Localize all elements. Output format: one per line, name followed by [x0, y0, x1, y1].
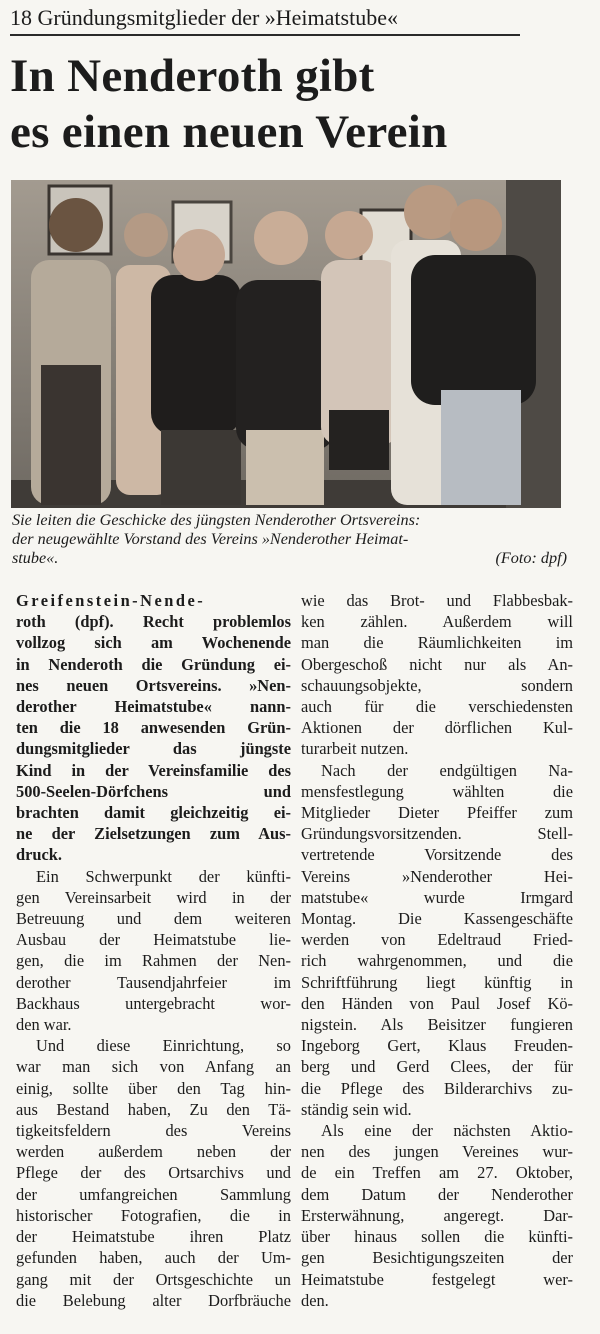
- text-line: Ein Schwerpunkt der künfti-: [36, 866, 291, 886]
- text-line: rich wahrgenommen, und die: [301, 951, 573, 971]
- article-column-right: [301, 590, 573, 1311]
- text-line: Und diese Einrichtung, so: [36, 1036, 291, 1056]
- text-line: dungsmitglieder das jüngste: [16, 739, 291, 759]
- text-line: nen des jungen Vereines wur-: [301, 1142, 573, 1162]
- text-line: den war.: [16, 1015, 72, 1035]
- text-line: gen Vereinsarbeit wird in der: [16, 887, 291, 907]
- text-line: Ingeborg Gert, Klaus Freuden-: [301, 1036, 573, 1056]
- article-paragraph: [16, 866, 291, 1036]
- article-column-left: [16, 590, 291, 1311]
- headline-line: es einen neuen Verein: [10, 106, 448, 158]
- text-line: ten die 18 anwesenden Grün-: [16, 718, 291, 738]
- text-line: Kind in der Vereinsfamilie des: [16, 760, 291, 780]
- text-line: nes neuen Ortsvereins. »Nen-: [16, 675, 291, 695]
- text-line: einig, sollte über den Tag hin-: [16, 1078, 291, 1098]
- text-line: gang mit der Ortsgeschichte un: [16, 1269, 291, 1289]
- article-paragraph: [16, 1035, 291, 1311]
- text-line: gen Besichtigungszeiten der: [301, 1248, 573, 1268]
- text-line: ne der Zielsetzungen zum Aus-: [16, 824, 291, 844]
- text-line: Ersterwähnung, angeregt. Dar-: [301, 1205, 573, 1225]
- text-line: Betreuung und dem weiteren: [16, 909, 291, 929]
- text-line: Nach der endgültigen Na-: [321, 760, 573, 780]
- text-line: Ausbau der Heimatstube lie-: [16, 930, 291, 950]
- text-line: werden von Edeltraud Fried-: [301, 930, 573, 950]
- photo-caption: [12, 511, 567, 568]
- text-line: Backhaus untergebracht wor-: [16, 993, 291, 1013]
- article-paragraph: [301, 590, 573, 760]
- text-line: Mitglieder Dieter Pfeiffer zum: [301, 803, 573, 823]
- headline-line: In Nenderoth gibt: [10, 50, 375, 102]
- text-line: matstube« wurde Irmgard: [301, 887, 573, 907]
- text-line: gefunden haben, auch der Um-: [16, 1248, 291, 1268]
- text-line: druck.: [16, 845, 62, 865]
- text-line: Gründungsvorsitzenden. Stell-: [301, 824, 573, 844]
- article-headline: [10, 48, 585, 160]
- text-line: die Belebung alter Dorfbräuche: [16, 1290, 291, 1310]
- caption-line: Sie leiten die Geschicke des jüngsten Nenderother Ortsvereins:: [12, 511, 421, 529]
- text-line: der Heimatstube ihren Platz: [16, 1227, 291, 1247]
- text-line: Obergeschoß nicht nur als An-: [301, 654, 573, 674]
- text-line: brachten damit gleichzeitig ei-: [16, 803, 291, 823]
- text-line: die Pflege des Bilderarchivs zu-: [301, 1078, 573, 1098]
- text-line: Heimatstube festgelegt wer-: [301, 1269, 573, 1289]
- text-line: man die Räumlichkeiten im: [301, 633, 573, 653]
- group-photo-illustration: [11, 180, 561, 508]
- text-line: berg und Gerd Clees, der für: [301, 1057, 573, 1077]
- text-line: turarbeit nutzen.: [301, 739, 409, 759]
- text-line: mensfestlegung wählten die: [301, 781, 573, 801]
- text-line: Montag. Die Kassengeschäfte: [301, 909, 573, 929]
- text-line: nigstein. Als Beisitzer fungieren: [301, 1015, 573, 1035]
- text-line: vertretende Vorsitzende des: [301, 845, 573, 865]
- text-line: Schriftführung liegt künftig in: [301, 972, 573, 992]
- text-line: der umfangreichen Sammlung: [16, 1184, 291, 1204]
- text-line: vollzog sich am Wochenende: [16, 633, 291, 653]
- text-line: 500-Seelen-Dörfchens und: [16, 781, 291, 801]
- text-line: Greifenstein-Nende-: [16, 591, 206, 610]
- article-kicker: 18 Gründungsmitglieder der »Heimatstube«: [10, 4, 520, 36]
- text-line: tigkeitsfeldern des Vereins: [16, 1121, 291, 1141]
- text-line: über hinaus sollen die künfti-: [301, 1227, 573, 1247]
- article-lead: [16, 590, 291, 866]
- text-line: den.: [301, 1290, 329, 1310]
- caption-line: stube«.: [12, 549, 59, 567]
- photo-credit: (Foto: dpf): [495, 549, 567, 567]
- text-line: derother Heimatstube« nann-: [16, 697, 291, 717]
- article-paragraph: [301, 760, 573, 1120]
- text-line: war man sich von Anfang an: [16, 1057, 291, 1077]
- text-line: in Nenderoth die Gründung ei-: [16, 654, 291, 674]
- article-paragraph: [301, 1120, 573, 1311]
- text-line: aus Bestand haben, Zu den Tä-: [16, 1099, 291, 1119]
- text-line: historischer Fotografien, die in: [16, 1205, 291, 1225]
- text-line: dem Datum der Nenderother: [301, 1184, 573, 1204]
- group-photo: [11, 180, 561, 508]
- text-line: Vereins »Nenderother Hei-: [301, 866, 573, 886]
- text-line: ständig sein wid.: [301, 1099, 412, 1119]
- text-line: ken zählen. Außerdem will: [301, 612, 573, 632]
- text-line: Aktionen der dörflichen Kul-: [301, 718, 573, 738]
- text-line: schauungsobjekte, sondern: [301, 675, 573, 695]
- text-line: de ein Treffen am 27. Oktober,: [301, 1163, 573, 1183]
- caption-line: der neugewählte Vorstand des Vereins »Nenderother Heimat-: [12, 530, 409, 548]
- text-line: gen, die im Rahmen der Nen-: [16, 951, 291, 971]
- text-line: roth (dpf). Recht problemlos: [16, 612, 291, 632]
- text-line: wie das Brot- und Flabbesbak-: [301, 591, 573, 610]
- text-line: werden außerdem neben der: [16, 1142, 291, 1162]
- text-line: Pflege der des Ortsarchivs und: [16, 1163, 291, 1183]
- text-line: derother Tausendjahrfeier im: [16, 972, 291, 992]
- text-line: auch für die verschiedensten: [301, 697, 573, 717]
- text-line: den Händen von Paul Josef Kö-: [301, 993, 573, 1013]
- text-line: Als eine der nächsten Aktio-: [321, 1121, 573, 1141]
